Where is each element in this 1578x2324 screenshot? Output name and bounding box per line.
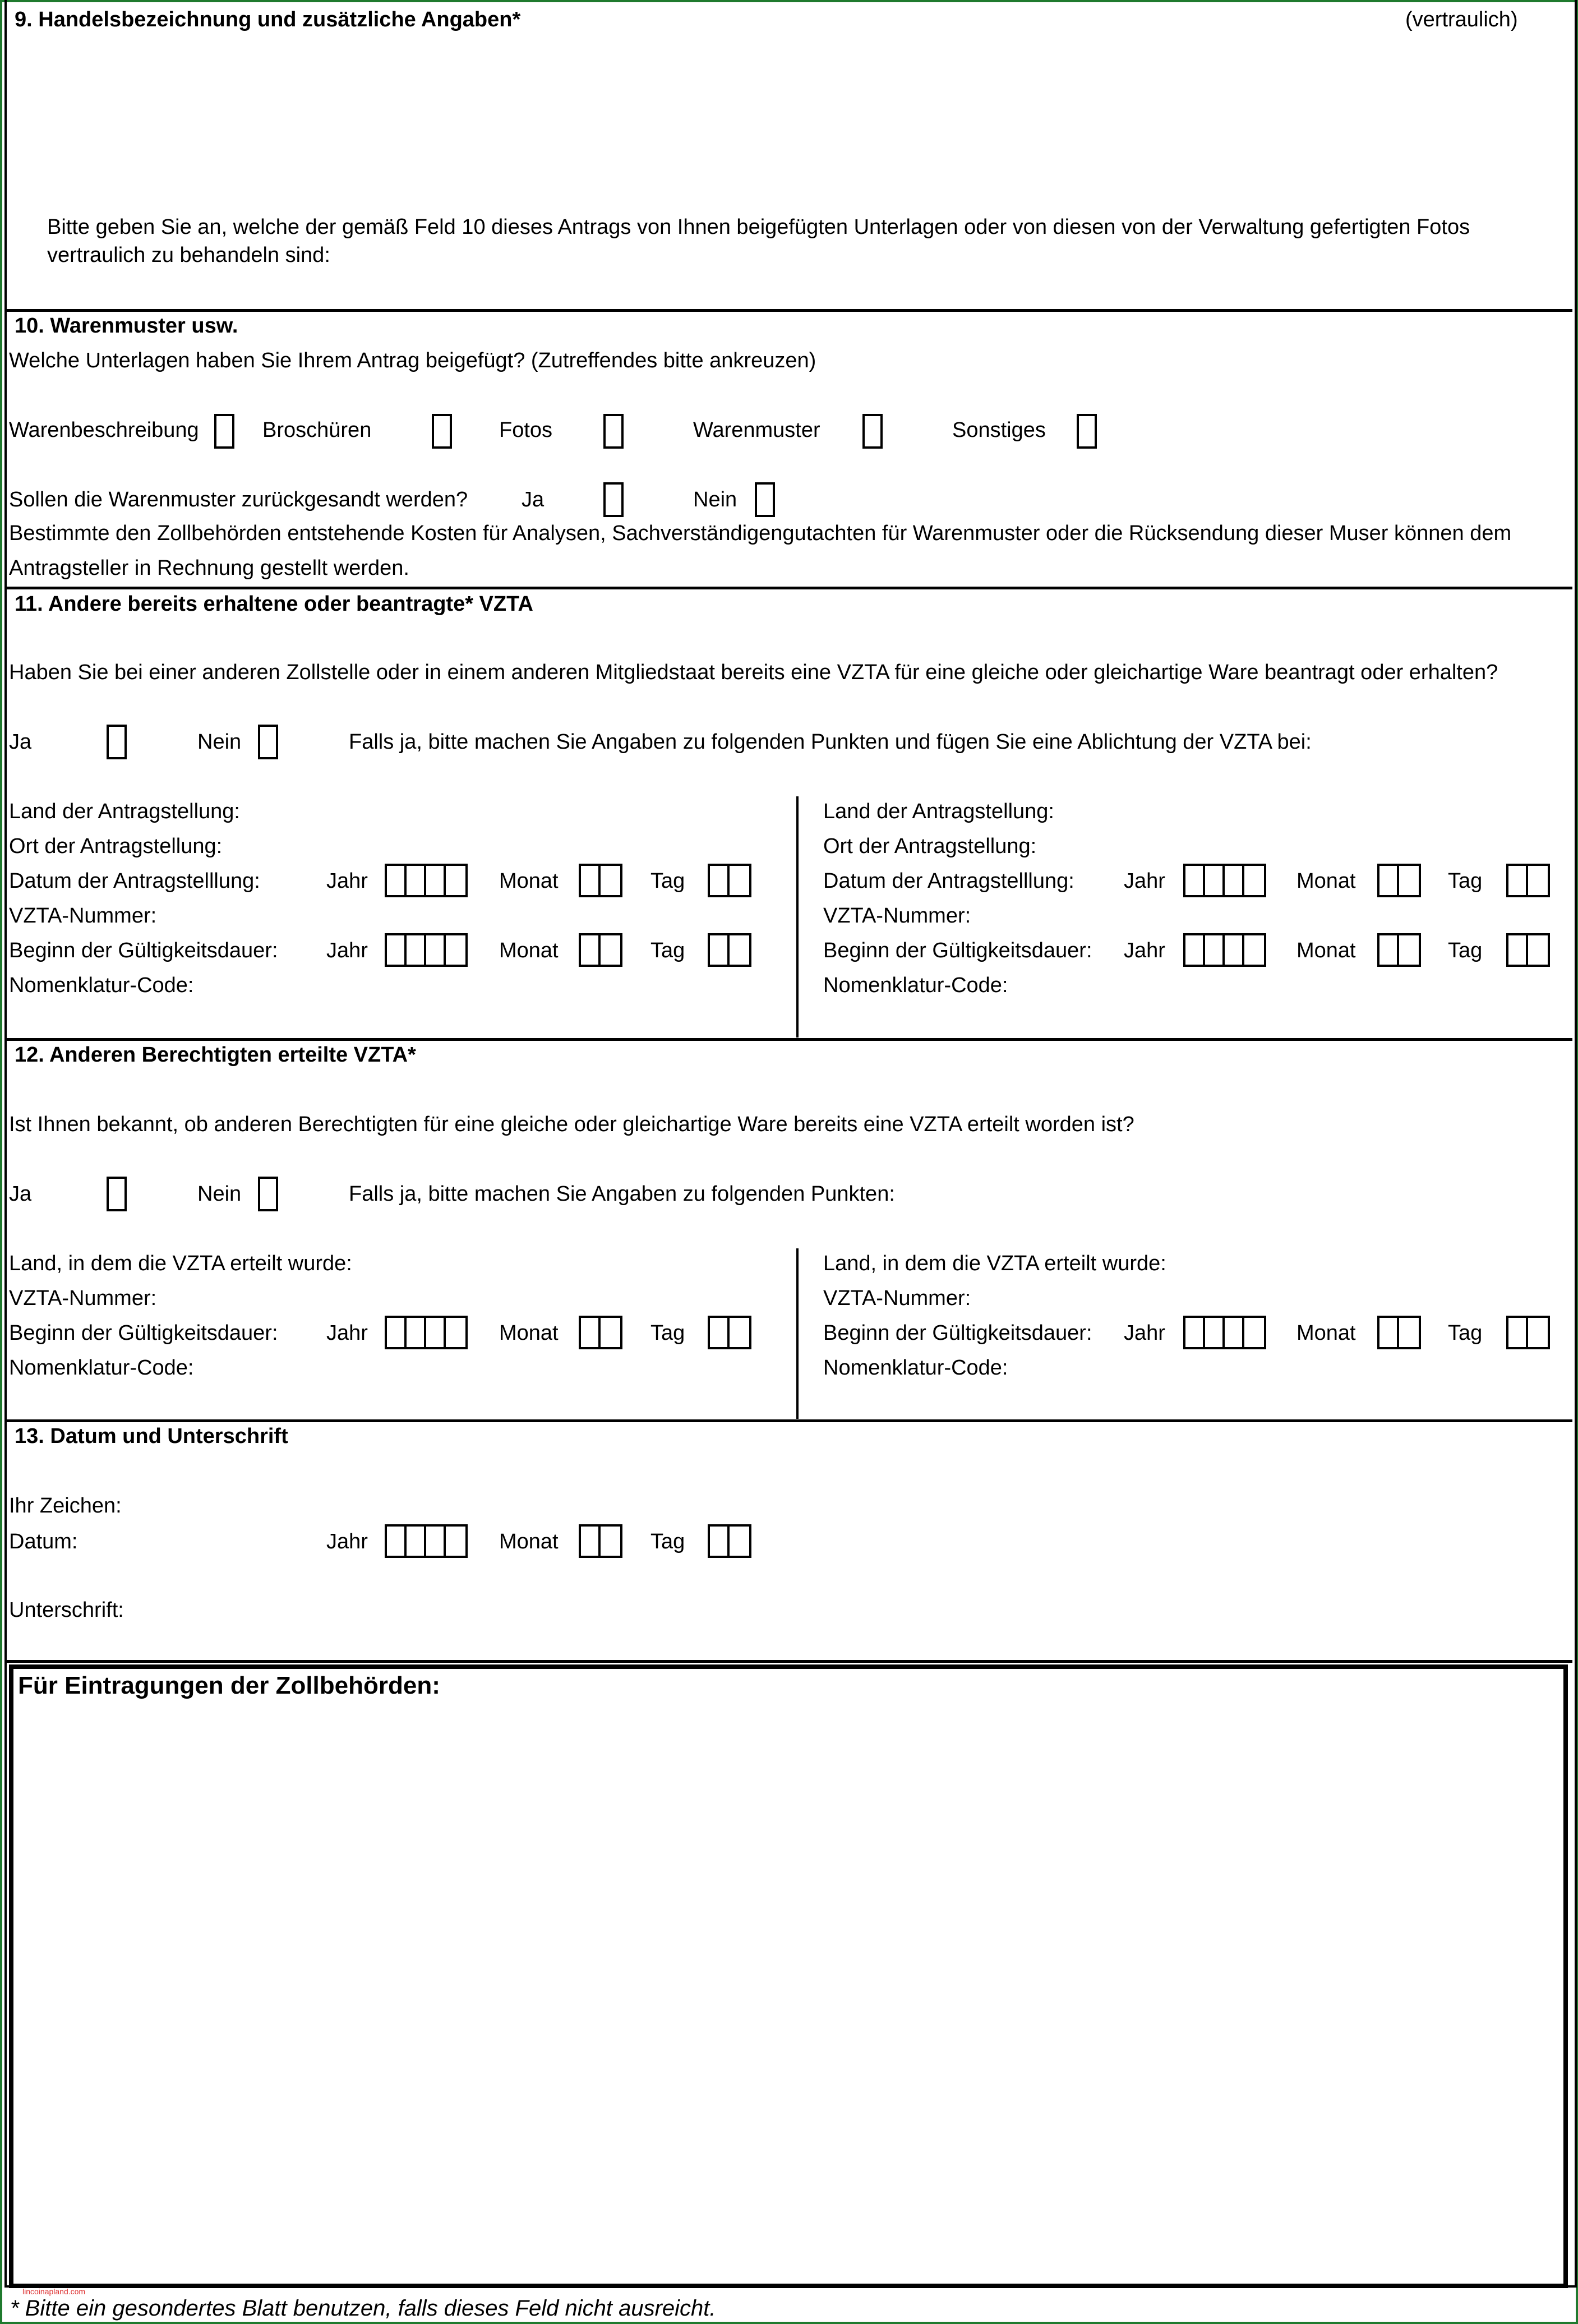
s11-left-validity-month-boxes[interactable]	[579, 933, 622, 967]
signature-label: Unterschrift:	[9, 1598, 124, 1622]
s11-right-validity-day-boxes[interactable]	[1506, 933, 1550, 967]
day-label: Tag	[650, 1530, 685, 1553]
day-label: Tag	[1448, 869, 1483, 893]
divider	[4, 1038, 1572, 1041]
section-13-title: 13. Datum und Unterschrift	[15, 1424, 288, 1448]
year-label: Jahr	[326, 1321, 368, 1345]
s12-left-country-label: Land, in dem die VZTA erteilt wurde:	[9, 1252, 352, 1275]
month-label: Monat	[499, 1530, 559, 1553]
customs-office-title: Für Eintragungen der Zollbehörden:	[18, 1672, 440, 1699]
cost-note-line2: Antragsteller in Rechnung gestellt werden.	[9, 556, 409, 580]
s11-no-label: Nein	[197, 730, 242, 754]
day-label: Tag	[1448, 939, 1483, 962]
signature-field[interactable]	[135, 1587, 751, 1632]
s11-ifyes-instruction: Falls ja, bitte machen Sie Angaben zu folgenden Punkten und fügen Sie eine Ablichtung der VZTA bei:	[349, 730, 1312, 754]
s11-yes-checkbox[interactable]	[107, 725, 127, 759]
month-label: Monat	[499, 1321, 559, 1345]
s12-right-validity-day-boxes[interactable]	[1506, 1316, 1550, 1349]
return-samples-question: Sollen die Warenmuster zurückgesandt werden?	[9, 488, 468, 511]
return-no-checkbox[interactable]	[755, 482, 775, 517]
s12-left-validity-year-boxes[interactable]	[385, 1316, 468, 1349]
s11-right-date-month-boxes[interactable]	[1377, 864, 1421, 897]
s11-right-place-label: Ort der Antragstellung:	[823, 834, 1037, 858]
s11-left-code-label: Nomenklatur-Code:	[9, 974, 194, 997]
year-label: Jahr	[326, 869, 368, 893]
customs-office-box[interactable]	[9, 1664, 1568, 2288]
s11-right-date-year-boxes[interactable]	[1183, 864, 1266, 897]
s12-ifyes-instruction: Falls ja, bitte machen Sie Angaben zu folgenden Punkten:	[349, 1182, 895, 1206]
month-label: Monat	[499, 869, 559, 893]
s12-right-validity-year-boxes[interactable]	[1183, 1316, 1266, 1349]
footnote: * Bitte ein gesondertes Blatt benutzen, falls dieses Feld nicht ausreicht.	[10, 2296, 716, 2321]
return-yes-label: Ja	[522, 488, 545, 511]
s12-right-code-label: Nomenklatur-Code:	[823, 1356, 1008, 1380]
column-divider	[796, 1248, 799, 1419]
s11-left-date-label: Datum der Antragstelllung:	[9, 869, 260, 893]
day-label: Tag	[1448, 1321, 1483, 1345]
s11-left-validity-label: Beginn der Gültigkeitsdauer:	[9, 939, 278, 962]
section-9-title: 9. Handelsbezeichnung und zusätzliche Angaben*	[15, 8, 521, 31]
s11-left-date-day-boxes[interactable]	[708, 864, 751, 897]
s11-left-country-label: Land der Antragstellung:	[9, 800, 240, 823]
s11-left-date-year-boxes[interactable]	[385, 864, 468, 897]
s11-left-date-month-boxes[interactable]	[579, 864, 622, 897]
year-label: Jahr	[1124, 939, 1165, 962]
year-label: Jahr	[326, 1530, 368, 1553]
s12-no-label: Nein	[197, 1182, 242, 1206]
year-label: Jahr	[1124, 869, 1165, 893]
s11-no-checkbox[interactable]	[258, 725, 278, 759]
section-10-title: 10. Warenmuster usw.	[15, 314, 238, 338]
day-label: Tag	[650, 869, 685, 893]
confidential-note-line2: vertraulich zu behandeln sind:	[47, 243, 330, 267]
s12-left-validity-day-boxes[interactable]	[708, 1316, 751, 1349]
s11-left-number-label: VZTA-Nummer:	[9, 904, 157, 928]
s11-right-validity-year-boxes[interactable]	[1183, 933, 1266, 967]
checkbox-brochures[interactable]	[432, 414, 452, 449]
day-label: Tag	[650, 1321, 685, 1345]
checkbox-other[interactable]	[1077, 414, 1097, 449]
year-label: Jahr	[326, 939, 368, 962]
month-label: Monat	[499, 939, 559, 962]
cost-note-line1: Bestimmte den Zollbehörden entstehende Kosten für Analysen, Sachverständigengutachten für Warenmuster oder die Rücksendung dieser Muser können dem	[9, 522, 1512, 545]
checkbox-samples[interactable]	[862, 414, 883, 449]
month-label: Monat	[1296, 869, 1356, 893]
s11-right-validity-month-boxes[interactable]	[1377, 933, 1421, 967]
month-label: Monat	[1296, 1321, 1356, 1345]
confidential-label: (vertraulich)	[1405, 8, 1518, 31]
s12-yes-checkbox[interactable]	[107, 1177, 127, 1211]
s12-left-validity-month-boxes[interactable]	[579, 1316, 622, 1349]
s11-right-validity-label: Beginn der Gültigkeitsdauer:	[823, 939, 1092, 962]
signature-date-day-boxes[interactable]	[708, 1524, 751, 1558]
option-label-other: Sonstiges	[952, 418, 1046, 442]
s12-left-number-label: VZTA-Nummer:	[9, 1286, 157, 1310]
other-bti-question: Haben Sie bei einer anderen Zollstelle oder in einem anderen Mitgliedstaat bereits eine VZTA für eine gleiche oder gleichartige Ware beantragt oder erhalten?	[9, 661, 1498, 684]
date-label: Datum:	[9, 1530, 78, 1553]
option-label-brochures: Broschüren	[262, 418, 372, 442]
s12-right-validity-label: Beginn der Gültigkeitsdauer:	[823, 1321, 1092, 1345]
checkbox-photos[interactable]	[603, 414, 624, 449]
divider	[4, 1660, 1572, 1663]
s11-right-date-day-boxes[interactable]	[1506, 864, 1550, 897]
s12-left-validity-label: Beginn der Gültigkeitsdauer:	[9, 1321, 278, 1345]
s11-left-validity-day-boxes[interactable]	[708, 933, 751, 967]
s11-right-date-label: Datum der Antragstelllung:	[823, 869, 1074, 893]
checkbox-description[interactable]	[214, 414, 234, 449]
granted-bti-question: Ist Ihnen bekannt, ob anderen Berechtigten für eine gleiche oder gleichartige Ware bereits eine VZTA erteilt worden ist?	[9, 1113, 1134, 1136]
watermark: lincoinapland.com	[22, 2287, 86, 2296]
attachments-question: Welche Unterlagen haben Sie Ihrem Antrag beigefügt? (Zutreffendes bitte ankreuzen)	[9, 349, 816, 372]
s12-right-number-label: VZTA-Nummer:	[823, 1286, 971, 1310]
option-label-description: Warenbeschreibung	[9, 418, 199, 442]
s11-left-place-label: Ort der Antragstellung:	[9, 834, 223, 858]
option-label-samples: Warenmuster	[693, 418, 820, 442]
year-label: Jahr	[1124, 1321, 1165, 1345]
s12-left-code-label: Nomenklatur-Code:	[9, 1356, 194, 1380]
section-11-title: 11. Andere bereits erhaltene oder beantragte* VZTA	[15, 592, 533, 616]
reference-label: Ihr Zeichen:	[9, 1494, 122, 1518]
option-label-photos: Fotos	[499, 418, 553, 442]
column-divider	[796, 796, 799, 1038]
s12-no-checkbox[interactable]	[258, 1177, 278, 1211]
s11-right-code-label: Nomenklatur-Code:	[823, 974, 1008, 997]
s11-left-validity-year-boxes[interactable]	[385, 933, 468, 967]
confidential-note-line1: Bitte geben Sie an, welche der gemäß Feld 10 dieses Antrags von Ihnen beigefügten Unterlagen oder von diesen von der Verwaltung gefertigten Fotos	[47, 215, 1470, 239]
s11-right-country-label: Land der Antragstellung:	[823, 800, 1054, 823]
signature-date-month-boxes[interactable]	[579, 1524, 622, 1558]
divider	[4, 587, 1572, 589]
divider	[4, 309, 1572, 312]
s11-right-number-label: VZTA-Nummer:	[823, 904, 971, 928]
section-12-title: 12. Anderen Berechtigten erteilte VZTA*	[15, 1043, 416, 1067]
s12-right-validity-month-boxes[interactable]	[1377, 1316, 1421, 1349]
return-no-label: Nein	[693, 488, 737, 511]
divider	[4, 1419, 1572, 1422]
day-label: Tag	[650, 939, 685, 962]
return-yes-checkbox[interactable]	[603, 482, 624, 517]
signature-date-year-boxes[interactable]	[385, 1524, 468, 1558]
trade-description-field[interactable]	[11, 39, 1565, 202]
s12-yes-label: Ja	[9, 1182, 32, 1206]
s11-yes-label: Ja	[9, 730, 32, 754]
s12-right-country-label: Land, in dem die VZTA erteilt wurde:	[823, 1252, 1166, 1275]
month-label: Monat	[1296, 939, 1356, 962]
